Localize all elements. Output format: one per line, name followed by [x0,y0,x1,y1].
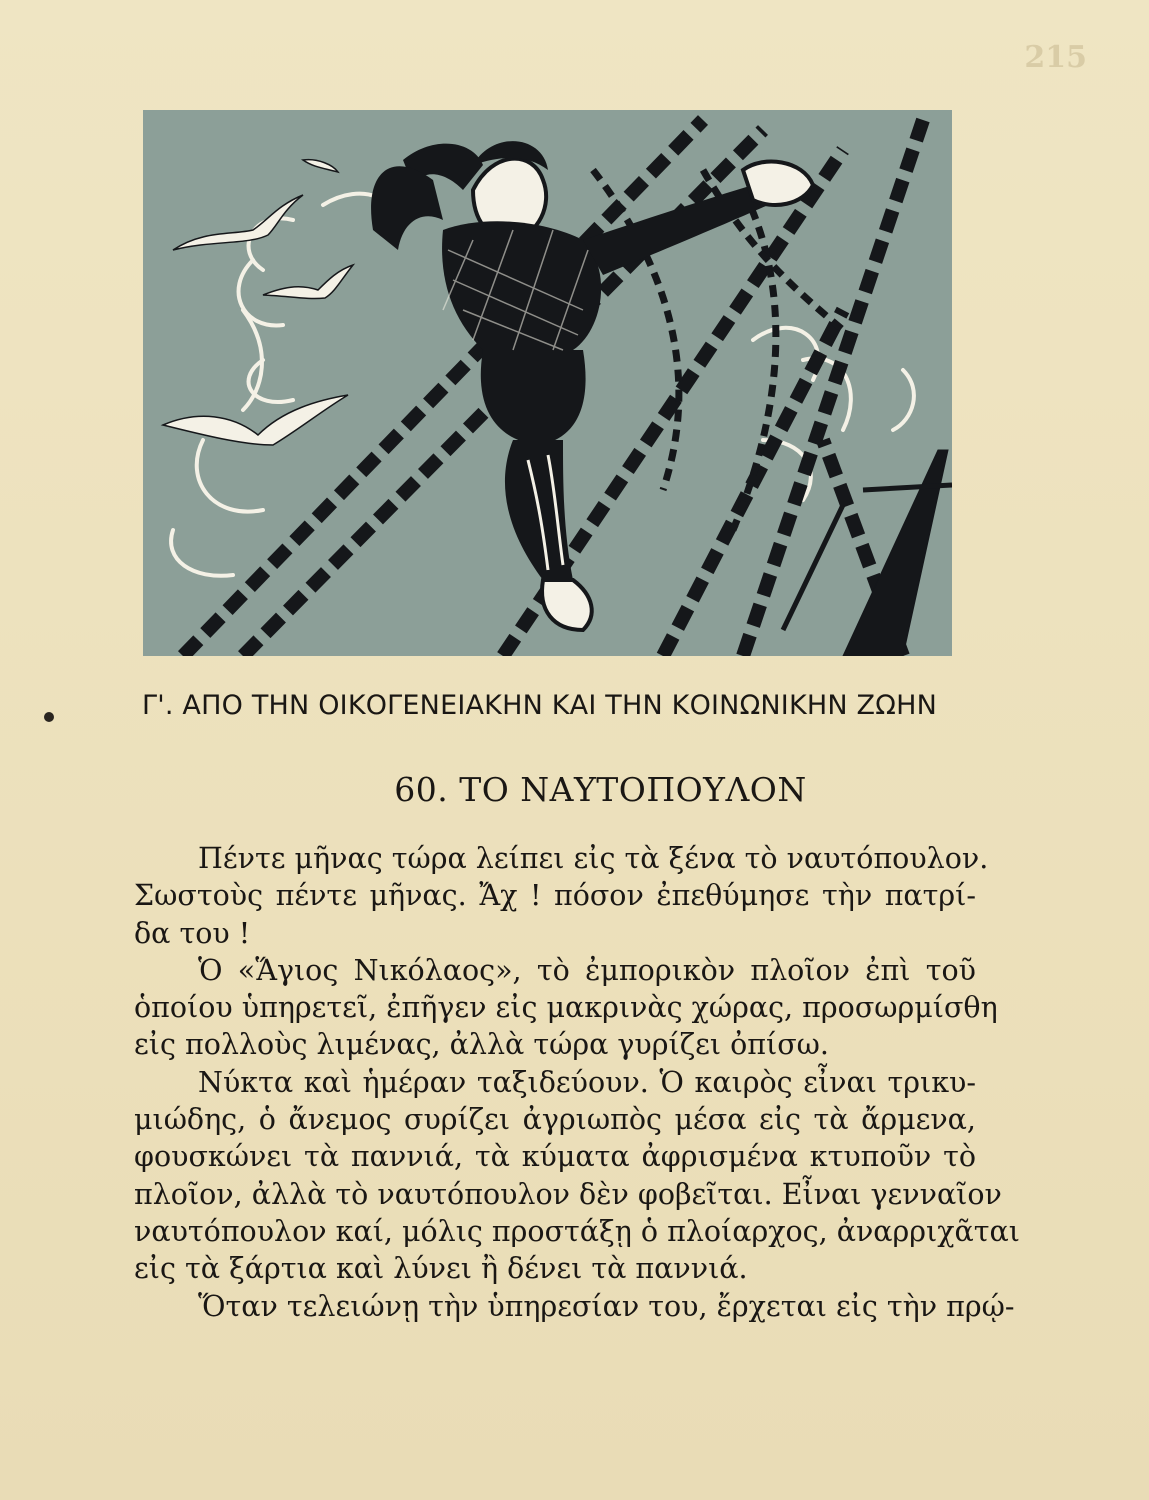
woodcut-sailor-icon [143,110,952,656]
lesson-body [134,840,1020,1325]
text-line: πλοῖον, ἀλλὰ τὸ ναυτόπουλον δὲν φοβεῖται. Εἶναι γενναῖον [134,1177,1002,1211]
text-line: εἰς τὰ ξάρτια καὶ λύνει ἢ δένει τὰ παννιά. [134,1252,748,1286]
text-line: ὁποίου ὑπηρετεῖ, ἐπῆγεν εἰς μακρινὰς χώρας, προσωρμίσθη [134,991,998,1025]
text-line: Νύκτα καὶ ἡμέραν ταξιδεύουν. Ὁ καιρὸς εἶναι τρικυ- [198,1065,976,1099]
text-line: δα του ! [134,916,251,950]
text-line: ναυτόπουλον καί, μόλις προστάξῃ ὁ πλοίαρχος, ἀναρριχᾶται [134,1214,1020,1248]
margin-dot [44,712,54,722]
text-line: μιώδης, ὁ ἄνεμος συρίζει ἀγριωπὸς μέσα εἰς τὰ ἄρμενα, [134,1103,976,1137]
sailor-on-rigging-illustration [143,110,952,656]
text-line: Σωστοὺς πέντε μῆνας. Ἄχ ! πόσον ἐπεθύμησε τὴν πατρί- [134,879,976,913]
text-line: φουσκώνει τὰ παννιά, τὰ κύματα ἀφρισμένα κτυποῦν τὸ [134,1140,976,1174]
paragraph [134,840,989,952]
paragraph [134,952,998,1064]
paragraph [134,1064,1020,1288]
text-line: Ὁ «Ἅγιος Νικόλαος», τὸ ἐμπορικὸν πλοῖον ἐπὶ τοῦ [198,953,976,987]
text-line: Ὅταν τελειώνῃ τὴν ὑπηρεσίαν του, ἔρχεται εἰς τὴν πρῴ- [198,1289,1015,1323]
lesson-title: 60. ΤΟ ΝΑΥΤΟΠΟΥΛΟΝ [394,770,807,809]
page-number: 215 [1024,40,1087,75]
paragraph [134,1288,1015,1325]
section-heading: Γ'. ΑΠΟ ΤΗΝ ΟΙΚΟΓΕΝΕΙΑΚΗΝ ΚΑΙ ΤΗΝ ΚΟΙΝΩΝΙΚΗΝ ΖΩΗΝ [142,690,937,721]
text-line: εἰς πολλοὺς λιμένας, ἀλλὰ τώρα γυρίζει ὀπίσω. [134,1028,829,1062]
text-line: Πέντε μῆνας τώρα λείπει εἰς τὰ ξένα τὸ ναυτόπουλον. [198,842,989,875]
